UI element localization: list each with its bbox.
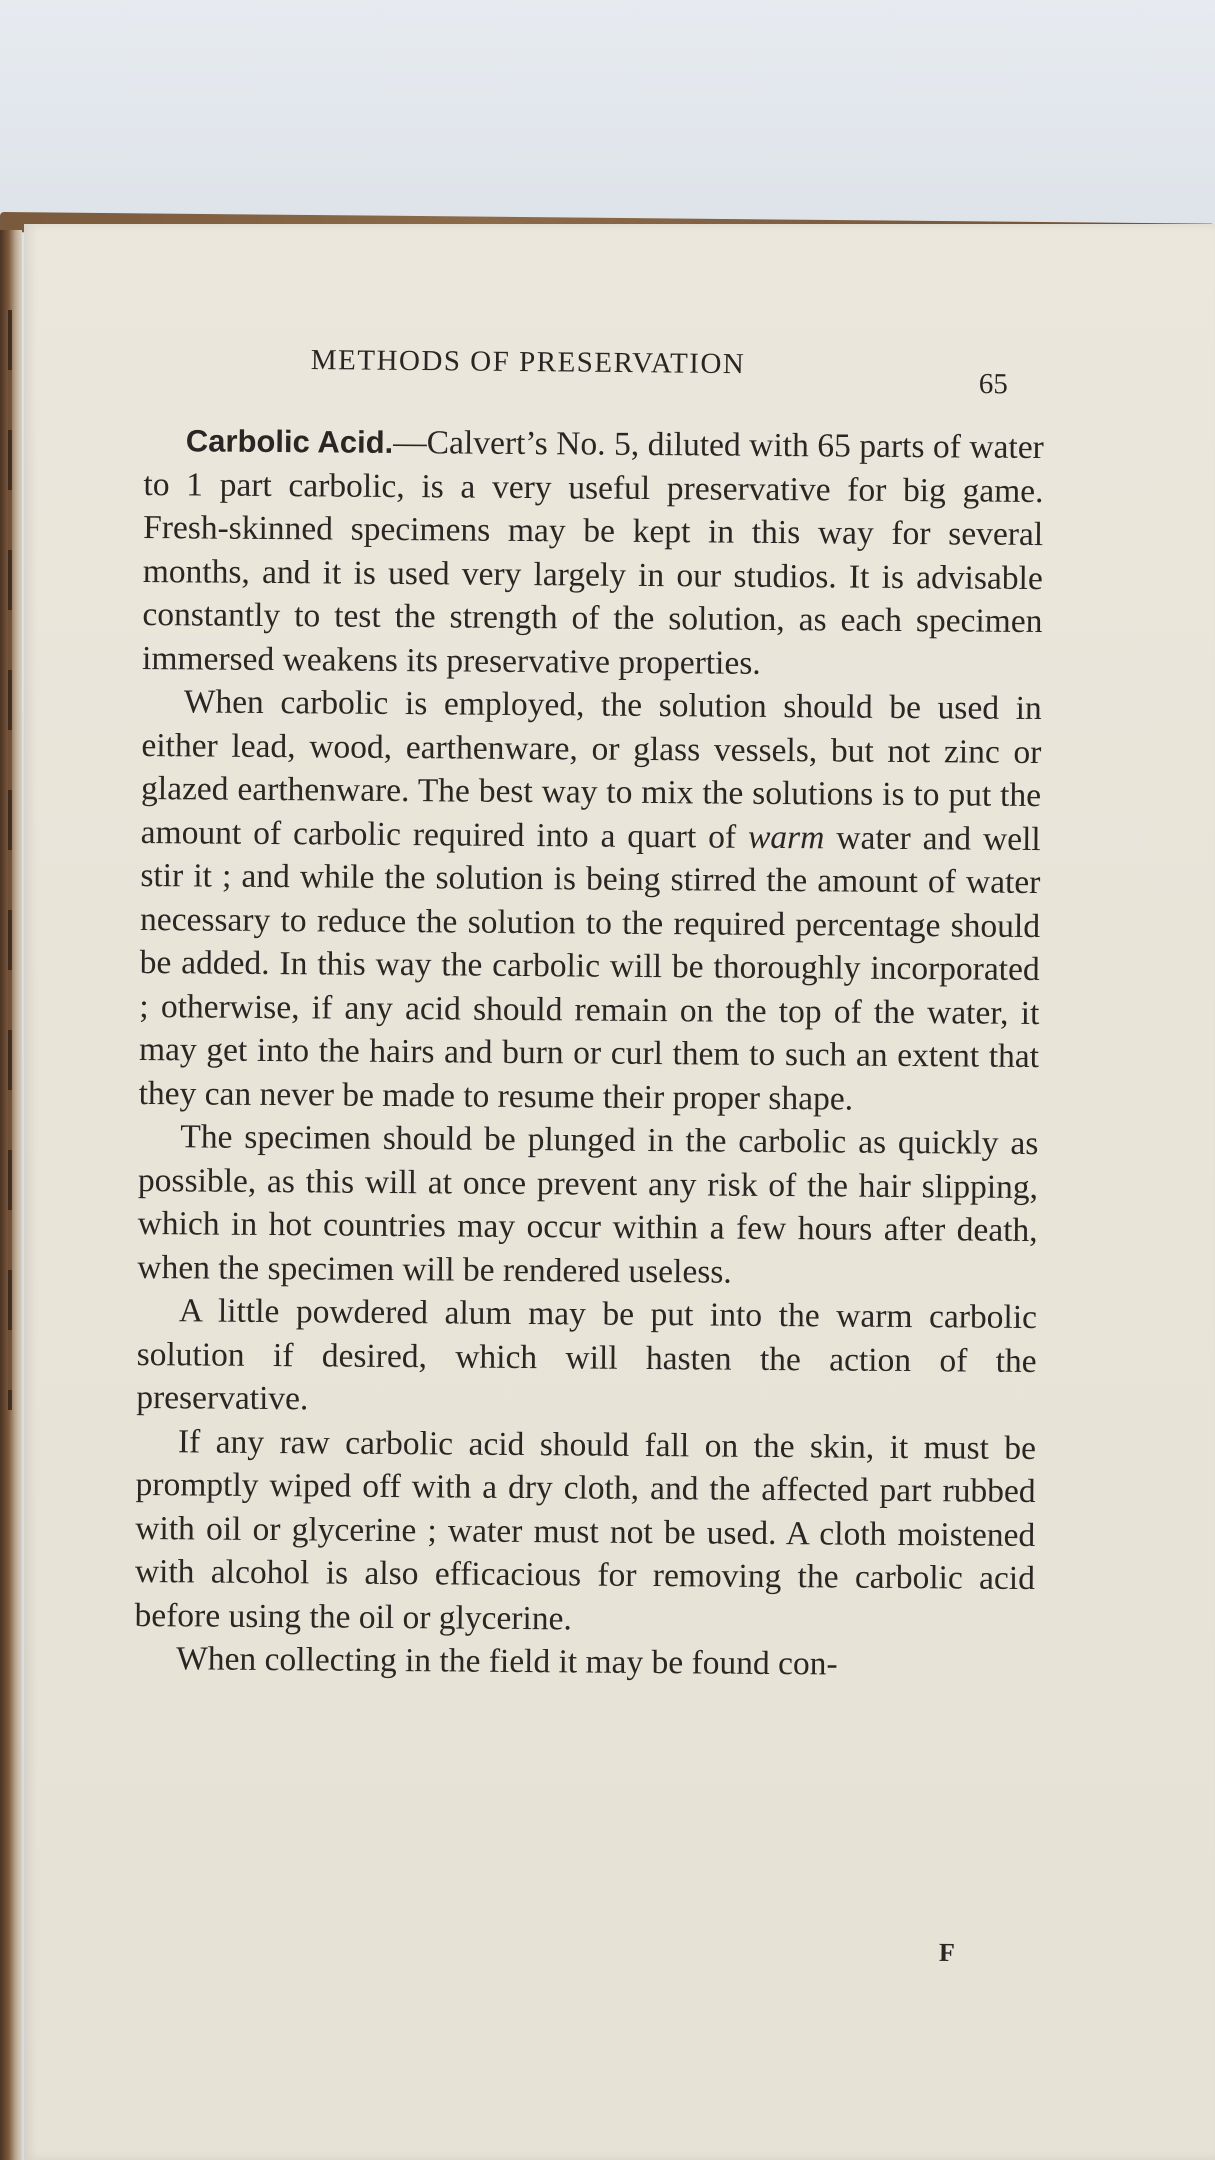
paragraph-carbolic-acid: [142, 419, 1044, 687]
body-text: [134, 419, 1044, 1688]
paragraph-powdered-alum: [136, 1289, 1037, 1427]
paragraph-plunging-specimen: [137, 1115, 1038, 1296]
paragraph-text: If any raw carbolic acid should fall on the skin, it must be promptly wiped off with a dry cloth, and the affected part rubbed with oil or glycerine ; water must not be used. A cloth moistened with alcohol is also efficacious for removing the carbolic acid before using the oil or glycerine.: [134, 1422, 1037, 1637]
running-head: METHODS OF PRESERVATION: [310, 344, 746, 381]
book-page: [24, 224, 1215, 2160]
paragraph-text: —Calvert’s No. 5, diluted with 65 parts of water to 1 part carbolic, is a very useful preservative for big game. Fresh-skinned specimens may be kept in this way for several months, and it is used very largely in our studios. It is advisable constantly to test the strength of the solution, as each specimen immersed weakens its preservative properties.: [141, 423, 1044, 682]
paragraph-text: When carbolic is employed, the solution should be used in either lead, wood, earthenware, or glass vessels, but not zinc or glazed earthenware. The best way to mix the solutions is to put the amount of carbolic required into a quart of: [140, 683, 1042, 856]
paragraph-text: water and well stir it ; and while the solution is being stirred the amount of water necessary to reduce the solution to the required percentage should be added. In this way the carbolic will be thoroughly incorporated ; otherwise, if any acid should remain on the top of the water, it may get into the hairs and burn or curl them to such an extent that they can never be made to resume their proper shape.: [138, 818, 1041, 1118]
paragraph-text: When collecting in the field it may be found con-: [176, 1640, 838, 1683]
paragraph-field-collecting: [134, 1637, 1034, 1688]
signature-mark: F: [938, 1937, 956, 1968]
paragraph-text: The specimen should be plunged in the carbolic as quickly as possible, as this will at once prevent any risk of the hair slipping, which in hot countries may occur within a few hours after death, when the specimen will be rendered useless.: [137, 1118, 1039, 1291]
book-spine-edge: [0, 230, 22, 2160]
paragraph-mixing-solutions: [139, 680, 1042, 1122]
paragraph-text: A little powdered alum may be put into the warm carbolic solution if desired, which will hasten the action of the preservative.: [136, 1292, 1038, 1418]
paragraph-lead-heading: Carbolic Acid.: [185, 423, 394, 460]
paragraph-skin-contact: [134, 1419, 1036, 1644]
italic-word: warm: [747, 818, 825, 856]
page-number: 65: [978, 368, 1008, 401]
